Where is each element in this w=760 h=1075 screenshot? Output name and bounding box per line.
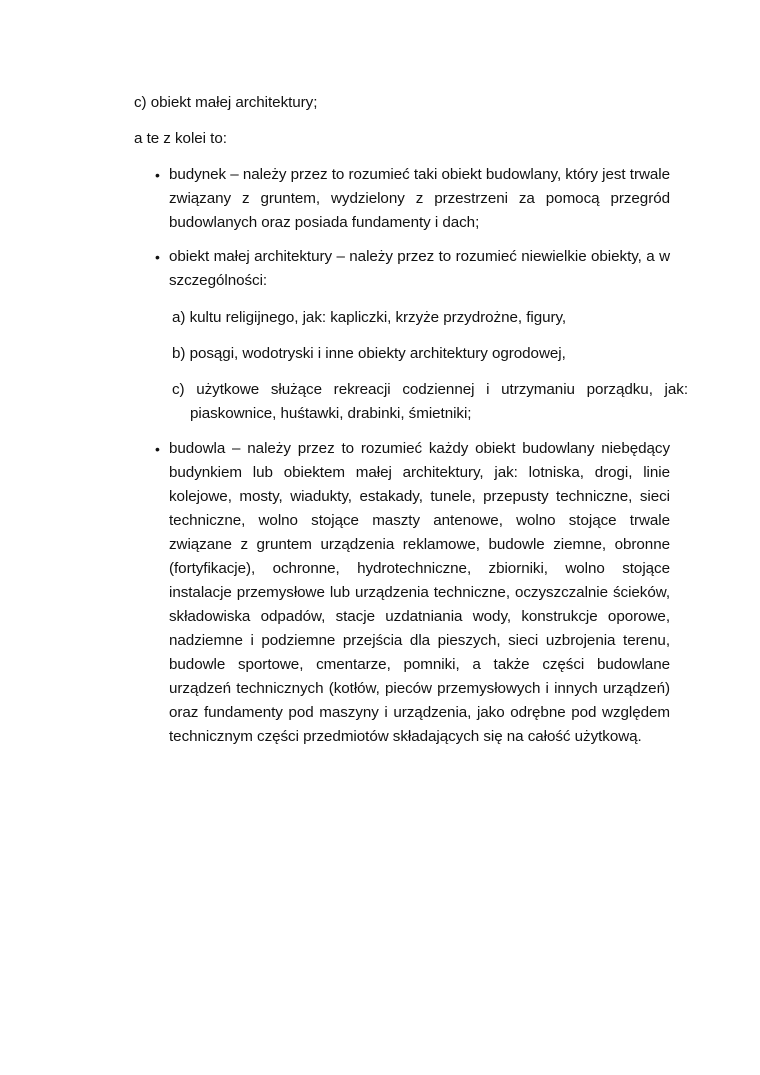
bullet-dot: • <box>155 249 160 265</box>
subitem-a: a) kultu religijnego, jak: kapliczki, krzyże przydrożne, figury, <box>172 309 567 326</box>
line-obiekt-malej-architektury: c) obiekt małej architektury; <box>134 94 318 111</box>
bullet-obiekt-text: obiekt małej architektury – należy przez to rozumieć niewielkie obiekty, a w szczególności: <box>169 248 670 289</box>
bullet-dot: • <box>155 167 160 183</box>
subitem-c: c) użytkowe służące rekreacji codziennej i utrzymaniu porządku, jak: piaskownice, huśtawki, drabinki, śmietniki; <box>172 381 688 422</box>
bullet-budynek-text: budynek – należy przez to rozumieć taki obiekt budowlany, który jest trwale związany z gruntem, wydzielony z przestrzeni za pomocą przegród budowlanych oraz posiada fundamenty i dach; <box>169 166 670 231</box>
bullet-budynek <box>155 163 670 235</box>
subitem-b: b) posągi, wodotryski i inne obiekty architektury ogrodowej, <box>172 345 566 362</box>
bullet-dot: • <box>155 441 160 457</box>
bullet-budowla-text: budowla – należy przez to rozumieć każdy obiekt budowlany niebędący budynkiem lub obiektem małej architektury, jak: lotniska, drogi, linie kolejowe, mosty, wiadukty, estakady, tunele, przepusty techniczne, sieci techniczne, wolno stojące maszty antenowe, wolno stojące trwale związane z gruntem urządzenia reklamowe, budowle ziemne, obronne (fortyfikacje), ochronne, hydrotechniczne, zbiorniki, wolno stojące instalacje przemysłowe lub urządzenia techniczne, oczyszczalnie ścieków, składowiska odpadów, stacje uzdatniania wody, konstrukcje oporowe, nadziemne i podziemne przejścia dla pieszych, sieci uzbrojenia terenu, budowle sportowe, cmentarze, pomniki, a także części budowlane urządzeń technicznych (kotłów, pieców przemysłowych i innych urządzeń) oraz fundamenty pod maszyny i urządzenia, jako odrębne pod względem technicznym części przedmiotów składających się na całość użytkową. <box>169 440 670 745</box>
line-a-te-z-kolei: a te z kolei to: <box>134 130 227 147</box>
bullet-budowla <box>155 437 670 749</box>
bullet-obiekt-malej-architektury <box>155 245 670 293</box>
